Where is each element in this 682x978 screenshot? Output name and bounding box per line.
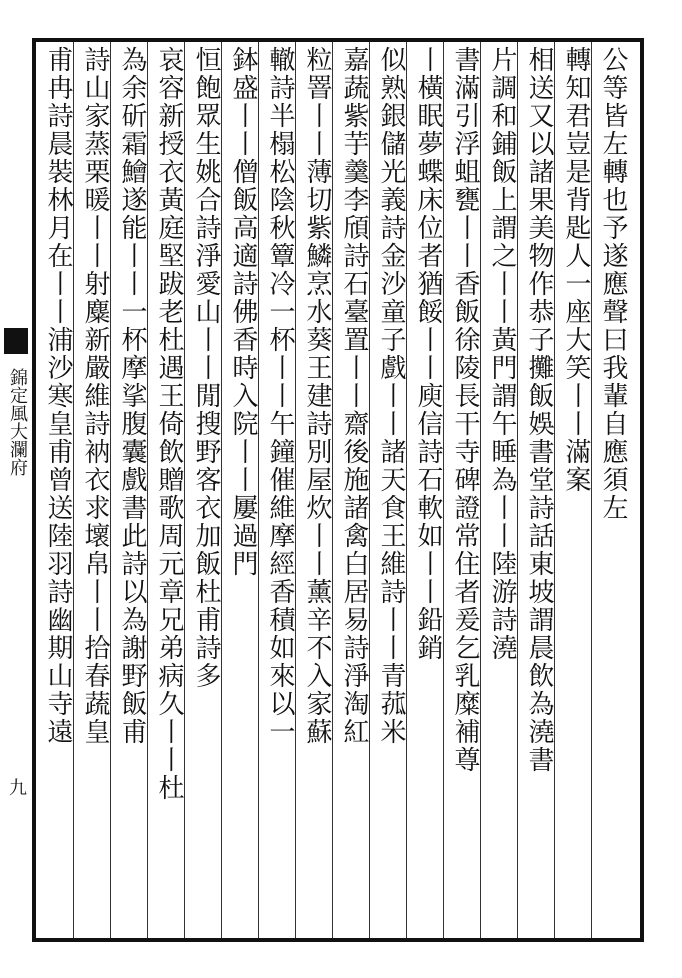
text-column-16: 甫冉詩晨裝林月在丨丨浦沙寒皇甫曾送陸羽詩幽期山寺遠 <box>43 46 73 746</box>
text-column-7: 似熟銀儲光義詩金沙童子戲丨丨諸天食王維詩丨丨青菰米 <box>376 46 406 746</box>
text-column-10: 轍詩半榻松陰秋簟冷一杯丨丨午鐘催維摩經香積如來以一 <box>265 46 295 746</box>
text-column-5: 書滿引浮蛆甕丨丨香飯徐陵長干寺碑證常住者爰乞乳糜補尊 <box>450 46 480 774</box>
marginal-title: 錦定風大瀾府 <box>7 368 28 476</box>
text-column-8: 嘉蔬紫芋羹李頎詩石臺置丨丨齋後施諸禽白居易詩淨淘紅 <box>339 46 369 746</box>
text-column-14: 為余斫霜鱠遂能丨丨一杯摩挲腹囊戲書此詩以為謝野飯甫 <box>117 46 147 746</box>
left-margin <box>0 38 32 942</box>
text-column-2: 轉知君豈是背匙人一座大笑丨丨滿案 <box>561 46 591 494</box>
text-column-12: 恒飽眾生姚合詩淨愛山丨丨閒搜野客衣加飯杜甫詩多 <box>191 46 221 690</box>
text-column-9: 粒罯丨丨薄切紫鱗烹水葵王建詩別屋炊丨丨薰辛不入家蘇 <box>302 46 332 746</box>
text-column-11: 鉢盛丨丨僧飯高適詩佛香時入院丨丨屢過門 <box>228 46 258 578</box>
text-column-6: 丨橫眠夢蝶床位者猶餒丨丨庾信詩石軟如丨丨鉛銷 <box>413 46 443 662</box>
margin-black-tab <box>4 328 28 354</box>
text-column-4: 片調和鋪飯上謂之丨丨黃門謂午睡為丨丨陸游詩澆 <box>487 46 517 662</box>
text-column-13: 哀容新授衣黃庭堅跋老杜遇王倚飲贈歌周元章兄弟病久丨丨杜 <box>154 46 184 802</box>
text-column-15: 詩山家蒸栗暖丨丨射麋新嚴維詩衲衣求壞帛丨丨拾春蔬皇 <box>80 46 110 746</box>
folio-number: 九 <box>6 778 27 796</box>
text-column-3: 相送又以諸果美物作恭子攤飯娛書堂詩話東坡謂晨飲為澆書 <box>524 46 554 774</box>
text-column-1: 公等皆左轉也予遂應聲曰我輩自應須左 <box>598 46 628 522</box>
